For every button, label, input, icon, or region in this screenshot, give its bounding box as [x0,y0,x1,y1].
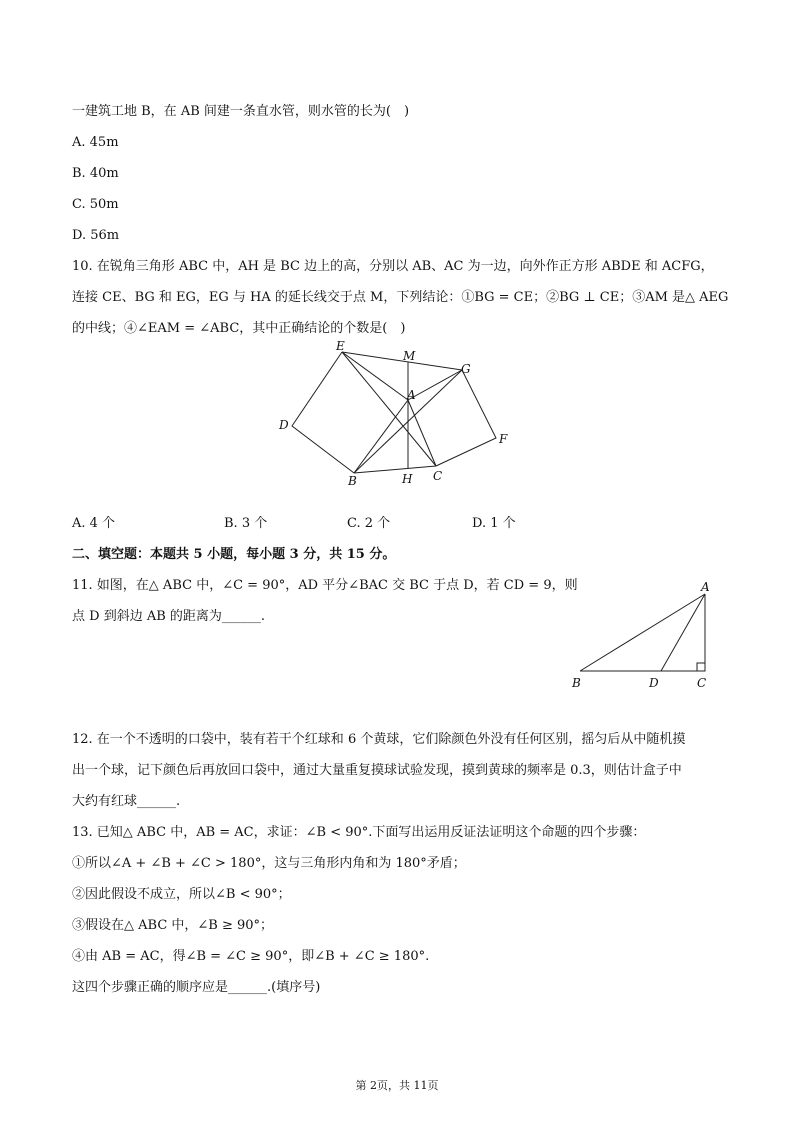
q11-segment-ad [661,594,705,671]
q11-figure [565,578,725,693]
q10-segment-ac [408,400,436,466]
q10-segment-ce [342,352,436,466]
q10-option-b: B. 3 个 [224,516,268,531]
q11-label-c: C [697,676,707,690]
q10-label-d: D [279,418,289,432]
q10-segment-bc [354,466,436,473]
q10-square-acfg-edges [436,370,496,466]
q10-label-g: G [461,362,471,376]
q12-line2: 出一个球，记下颜色后再放回口袋中，通过大量重复摸球试验发现，摸到黄球的频率是 0.3，则估计盒子中 [72,763,682,778]
q11-label-a: A [701,580,710,594]
q10-line3: 的中线；④∠EAM = ∠ABC，其中正确结论的个数是( ) [72,321,406,336]
q10-label-a: A [407,388,416,402]
q10-square-abde-edges [292,352,354,473]
q12-line1: 12. 在一个不透明的口袋中，装有若干个红球和 6 个黄球，它们除颜色外没有任何区别，摇匀后从中随机摸 [72,732,686,747]
section-heading: 二、填空题：本题共 5 小题，每小题 3 分，共 15 分。 [72,547,396,562]
q10-label-b: B [348,474,357,488]
q12-line3: 大约有红球______. [72,794,181,809]
q11-segment-ba [580,594,705,671]
q9-option-b: B. 40m [72,166,119,181]
q11-line1: 11. 如图，在△ ABC 中，∠C = 90°，AD 平分∠BAC 交 BC 于点 D，若 CD = 9，则 [72,578,578,593]
q13-step-4: ④由 AB = AC，得∠B = ∠C ≥ 90°，即∠B + ∠C ≥ 180°. [72,949,430,964]
q11-line2: 点 D 到斜边 AB 的距离为______. [72,609,266,624]
q11-label-d: D [649,676,659,690]
q13-last-line: 这四个步骤正确的顺序应是______.(填序号) [72,980,321,995]
q13-step-2: ②因此假设不成立，所以∠B < 90°； [72,887,291,902]
q10-segment-ba [354,400,408,473]
q11-right-angle-mark [697,663,705,671]
q10-option-a: A. 4 个 [72,516,116,531]
q9-option-a: A. 45m [72,135,119,150]
q11-label-b: B [572,676,581,690]
q10-label-h: H [402,472,413,486]
q10-label-m: M [403,349,416,363]
page-footer: 第 2页，共 11页 [355,1079,439,1092]
q9-tail: 一建筑工地 B，在 AB 间建一条直水管，则水管的长为( ) [72,104,410,119]
q10-figure [270,338,520,493]
q10-label-f: F [499,432,508,446]
q10-segment-eg [342,352,462,370]
q13-step-3: ③假设在△ ABC 中，∠B ≥ 90°； [72,918,274,933]
q13-line1: 13. 已知△ ABC 中，AB = AC，求证：∠B < 90°.下面写出运用反证法证明这个命题的四个步骤： [72,825,646,840]
q10-option-c: C. 2 个 [347,516,391,531]
q10-line2: 连接 CE、BG 和 EG，EG 与 HA 的延长线交于点 M，下列结论：①BG = CE；②BG ⊥ CE；③AM 是△ AEG [72,290,729,305]
q9-option-d: D. 56m [72,228,120,243]
q9-option-c: C. 50m [72,197,119,212]
q10-label-e: E [336,339,345,353]
q10-line1: 10. 在锐角三角形 ABC 中，AH 是 BC 边上的高，分别以 AB、AC 为一边，向外作正方形 ABDE 和 ACFG， [72,259,714,274]
q13-step-1: ①所以∠A + ∠B + ∠C > 180°，这与三角形内角和为 180°矛盾； [72,856,466,871]
q10-label-c: C [433,469,443,483]
q10-option-d: D. 1 个 [472,516,516,531]
